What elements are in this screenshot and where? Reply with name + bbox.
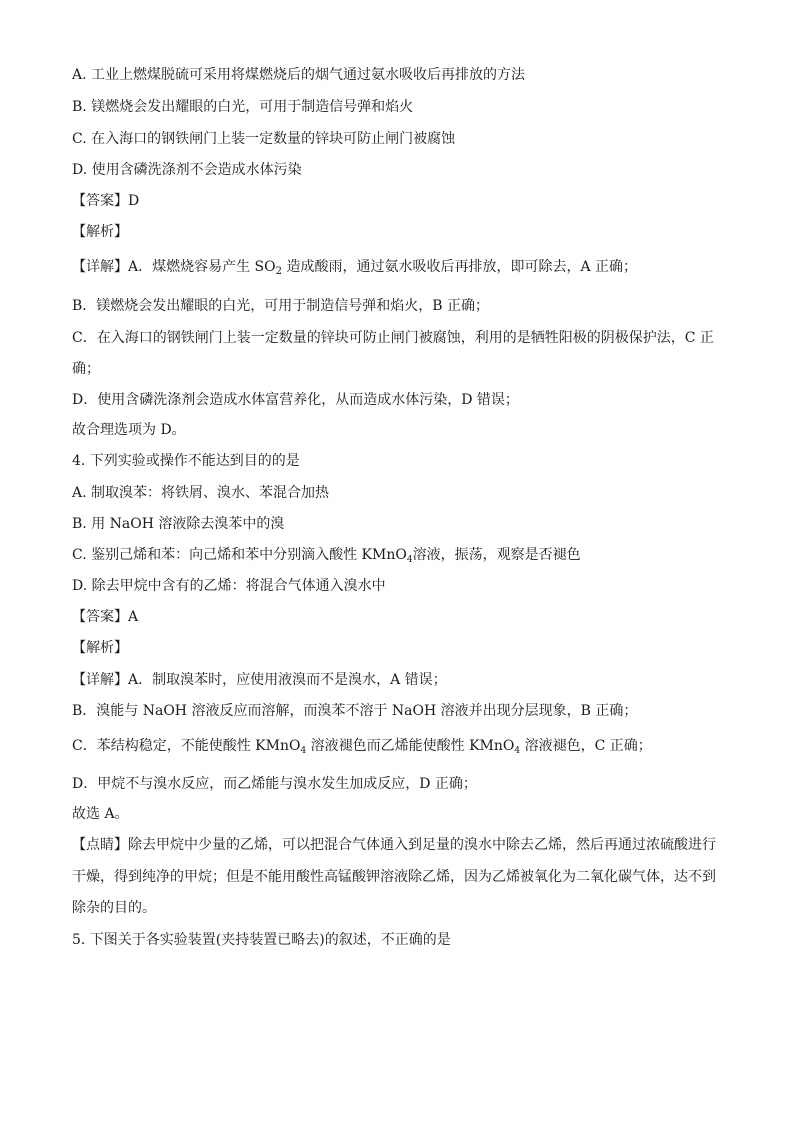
q5-stem: 5. 下图关于各实验装置(夹持装置已略去)的叙述，不正确的是 bbox=[72, 932, 451, 948]
q4-conclusion: 故选 A。 bbox=[72, 806, 129, 822]
q4-note-line1: 【点睛】除去甲烷中少量的乙烯，可以把混合气体通入到足量的溴水中除去乙烯，然后再通过浓硫酸进行 bbox=[72, 837, 716, 853]
q3-detail-c-line1: C．在入海口的钢铁闸门上装一定数量的锌块可防止闸门被腐蚀，利用的是牺牲阳极的阴极保护法，C 正 bbox=[72, 330, 714, 346]
q4-detail-d: D．甲烷不与溴水反应，而乙烯能与溴水发生加成反应，D 正确； bbox=[72, 776, 477, 792]
q4-option-c: C. 鉴别己烯和苯：向己烯和苯中分别滴入酸性 KMnO$_4$溶液，振荡，观察是否褪色 bbox=[72, 547, 581, 565]
q4-analysis-label: 【解析】 bbox=[72, 640, 128, 656]
q3-option-d: D. 使用含磷洗涤剂不会造成水体污染 bbox=[72, 162, 302, 178]
q4-detail-a: 【详解】A．制取溴苯时，应使用液溴而不是溴水，A 错误； bbox=[72, 672, 447, 688]
q4-note-line2: 干燥，得到纯净的甲烷；但是不能用酸性高锰酸钾溶液除乙烯，因为乙烯被氧化为二氧化碳气体，达不到 bbox=[72, 869, 716, 885]
q3-detail-b: B．镁燃烧会发出耀眼的白光，可用于制造信号弹和焰火，B 正确； bbox=[72, 298, 490, 314]
q4-stem: 4. 下列实验或操作不能达到目的的是 bbox=[72, 453, 300, 469]
q4-detail-c: C．苯结构稳定，不能使酸性 KMnO$_4$ 溶液褪色而乙烯能使酸性 KMnO$_4$ 溶液褪色，C 正确； bbox=[72, 738, 652, 756]
q4-answer: 【答案】A bbox=[72, 609, 139, 625]
q3-detail-d: D．使用含磷洗涤剂会造成水体富营养化，从而造成水体污染，D 错误； bbox=[72, 392, 519, 408]
q3-option-c: C. 在入海口的钢铁闸门上装一定数量的锌块可防止闸门被腐蚀 bbox=[72, 131, 456, 147]
q4-option-d: D. 除去甲烷中含有的乙烯：将混合气体通入溴水中 bbox=[72, 578, 386, 594]
q3-conclusion: 故合理选项为 D。 bbox=[72, 422, 186, 438]
q3-detail-c-line2: 确； bbox=[72, 361, 100, 377]
q3-answer: 【答案】D bbox=[72, 193, 140, 209]
q3-analysis-label: 【解析】 bbox=[72, 224, 128, 240]
q3-option-b: B. 镁燃烧会发出耀眼的白光，可用于制造信号弹和焰火 bbox=[72, 99, 414, 115]
q3-option-a: A. 工业上燃煤脱硫可采用将煤燃烧后的烟气通过氨水吸收后再排放的方法 bbox=[72, 67, 526, 83]
q4-option-b: B. 用 NaOH 溶液除去溴苯中的溴 bbox=[72, 516, 285, 532]
q3-detail-a: 【详解】A．煤燃烧容易产生 $SO_2$ 造成酸雨，通过氨水吸收后再排放，即可除去，A 正确； bbox=[72, 259, 638, 277]
q4-note-line3: 除杂的目的。 bbox=[72, 900, 156, 916]
q4-detail-b: B．溴能与 NaOH 溶液反应而溶解，而溴苯不溶于 NaOH 溶液并出现分层现象，B 正确； bbox=[72, 703, 638, 719]
q4-option-a: A. 制取溴苯：将铁屑、溴水、苯混合加热 bbox=[72, 485, 330, 501]
